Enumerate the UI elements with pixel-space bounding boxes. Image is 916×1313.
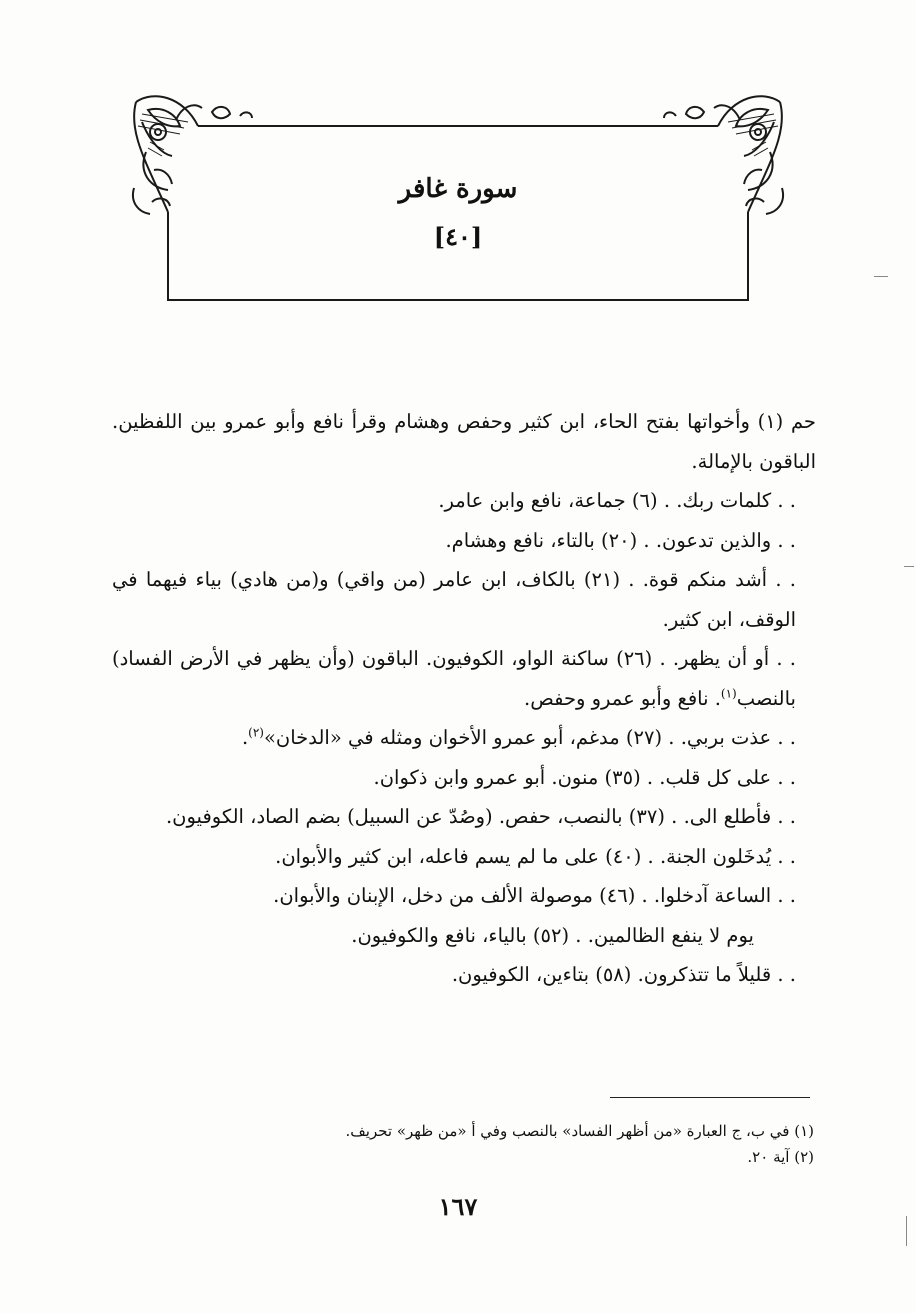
footnotes: [300, 1118, 814, 1170]
entry: . . فأطلع الى. . (٣٧) بالنصب، حفص. (وصُدّ عن السبيل) بضم الصاد، الكوفيون.: [165, 805, 796, 828]
entry: . . على كل قلب. . (٣٥) منون. أبو عمرو وابن ذكوان.: [373, 765, 796, 789]
entry: . . والذين تدعون. . (٢٠) بالتاء، نافع وهشام.: [445, 528, 796, 552]
scan-speck: [906, 1216, 907, 1246]
entry-text: . . أو أن يظهر. . (٢٦) ساكنة الواو، الكوفيون. الباقون (وأن يظهر في الأرض الفساد) بالنصب: [112, 647, 796, 710]
entry: . . أشد منكم قوة. . (٢١) بالكاف، ابن عامر (من واقي) و(من هادي) بياء فيهما في الوقف، ابن كثير.: [112, 568, 796, 631]
entry: . . قليلاً ما تتذكرون. (٥٨) بتاءين، الكوفيون.: [451, 963, 796, 986]
entry: [112, 639, 816, 718]
entry-text: .: [241, 726, 249, 749]
scan-speck: [904, 566, 914, 567]
entry: . . الساعة آدخلوا. . (٤٦) موصولة الألف من دخل، الإبنان والأبوان.: [273, 884, 796, 907]
entry: . . يُدخَلون الجنة. . (٤٠) على ما لم يسم فاعله، ابن كثير والأبوان.: [275, 844, 796, 868]
footnote-ref: (٢): [248, 725, 264, 740]
entry: حم (١) وأخواتها بفتح الحاء، ابن كثير وحفص وهشام وقرأ نافع وأبو عمرو بين اللفظين. الباقون بالإمالة.: [112, 410, 816, 473]
footnote: (١) في ب، ج العبارة «من أظهر الفساد» بالنصب وفي أ «من ظهر» تحريف.: [345, 1122, 814, 1140]
surah-title: سورة غافر: [398, 174, 518, 204]
main-text: [112, 402, 816, 995]
entry: . . كلمات ربك. . (٦) جماعة، نافع وابن عامر.: [438, 489, 796, 512]
entry: [112, 718, 816, 758]
footnote-divider: [610, 1097, 810, 1098]
entry: يوم لا ينفع الظالمين. . (٥٢) بالياء، نافع والكوفيون.: [351, 923, 754, 947]
page-number: ١٦٧: [438, 1192, 478, 1221]
surah-number: [٤٠]: [433, 222, 483, 251]
footnote-ref: (١): [720, 686, 737, 700]
entry-text: . نافع وأبو عمرو وحفص.: [524, 686, 721, 710]
entry-text: . . عذت بربي. . (٢٧) مدغم، أبو عمرو الأخوان ومثله في «الدخان»: [263, 726, 796, 749]
scan-speck: [874, 276, 888, 277]
footnote: (٢) آية ٢٠.: [747, 1148, 814, 1166]
